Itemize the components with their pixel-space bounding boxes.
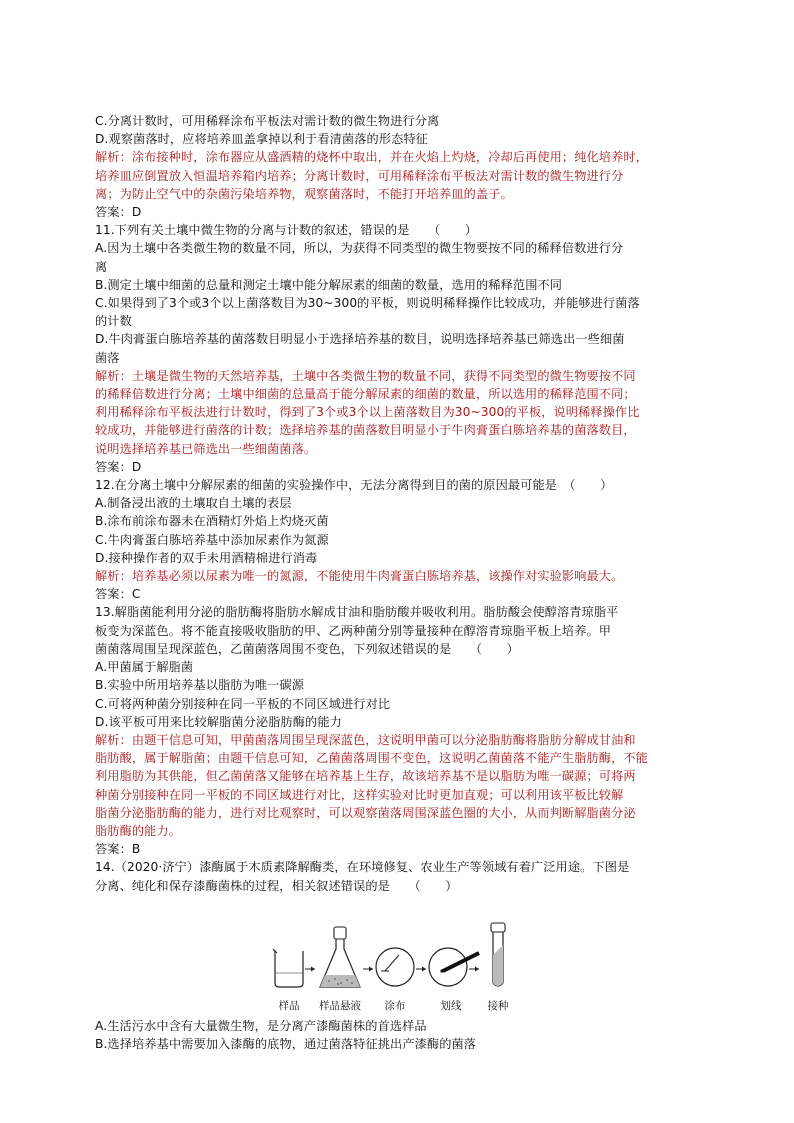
caption-streak: 划线: [440, 999, 462, 1012]
caption-sample: 样品: [278, 999, 300, 1012]
analysis-line: 脂肪酸，属于解脂菌；由题干信息可知，乙菌菌落周围不变色，这说明乙菌菌落不能产生脂肪酶，不能: [95, 751, 648, 766]
analysis-line: 培养皿应倒置放入恒温培养箱内培养；分离计数时，可用稀释涂布平板法对需计数的微生物进行分: [95, 168, 624, 183]
analysis-line: 利用脂肪为其供能，但乙菌菌落又能够在培养基上生存，故该培养基不是以脂肪为唯一碳源；可将两: [95, 769, 636, 784]
caption-spread: 涂布: [384, 999, 406, 1012]
text-line: A.生活污水中含有大量微生物，是分离产漆酶菌株的首选样品: [95, 1018, 427, 1033]
text-line: A.制备浸出液的土壤取自土壤的表层: [95, 496, 292, 511]
caption-suspension: 样品悬液: [319, 999, 361, 1012]
document-body: [95, 112, 705, 895]
text-line: A.甲菌属于解脂菌: [95, 660, 194, 675]
beaker-icon: [273, 949, 303, 987]
text-line: A.因为土壤中各类微生物的数量不同，所以，为获得不同类型的微生物要按不同的稀释倍数进行分: [95, 241, 624, 256]
text-line: D.该平板可用来比较解脂菌分泌脂肪酶的能力: [95, 714, 342, 729]
document-tail: [95, 1017, 705, 1053]
text-line: D.接种操作者的双手未用酒精棉进行消毒: [95, 550, 318, 565]
text-line: 答案：C: [95, 587, 141, 602]
test-tube-icon: [491, 923, 505, 986]
text-line: D.牛肉膏蛋白胨培养基的菌落数目明显小于选择培养基的数目，说明选择培养基已筛选出一些细菌: [95, 332, 625, 347]
text-line: 13.解脂菌能利用分泌的脂肪酶将脂肪水解成甘油和脂肪酸并吸收利用。脂肪酸会使醇溶青琼脂平: [95, 605, 619, 620]
text-line: 的计数: [95, 314, 132, 329]
flask-icon: [320, 927, 360, 987]
process-diagram: [265, 897, 525, 1015]
text-line: 离: [95, 259, 108, 274]
text-line: 答案：B: [95, 842, 141, 857]
text-line: 答案：D: [95, 205, 142, 220]
text-line: C.牛肉膏蛋白胨培养基中添加尿素作为氮源: [95, 532, 329, 547]
text-line: 答案：D: [95, 459, 142, 474]
text-line: 12.在分离土壤中分解尿素的细菌的实验操作中，无法分离得到目的菌的原因最可能是 （ ）: [95, 478, 613, 493]
text-line: 板变为深蓝色。将不能直接吸收脂肪的甲、乙两种菌分别等量接种在醇溶青琼脂平板上培养。甲: [95, 623, 612, 638]
text-line: C.分离计数时，可用稀释涂布平板法对需计数的微生物进行分离: [95, 114, 440, 128]
text-line: 14.（2020·济宁）漆酶属于木质素降解酶类，在环境修复、农业生产等领域有着广泛用途。下图是: [95, 860, 630, 875]
analysis-line: 的稀释倍数进行分离；土壤中细菌的总量高于能分解尿素的细菌的数量，所以选用的稀释范围不同；: [95, 387, 636, 402]
analysis-line: 较成功，并能够进行菌落的计数；选择培养基的菌落数目明显小于牛肉膏蛋白胨培养基的菌落数目，: [95, 423, 636, 438]
text-line: C.可将两种菌分别接种在同一平板的不同区域进行对比: [95, 696, 391, 711]
text-line: C.如果得到了3个或3个以上菌落数目为30~300的平板，则说明稀释操作比较成功，并能够进行菌落: [95, 296, 640, 311]
caption-inoculate: 接种: [487, 999, 509, 1012]
text-line: B.涂布前涂布器未在酒精灯外焰上灼烧灭菌: [95, 514, 329, 529]
analysis-line: 解析：由题干信息可知，甲菌菌落周围呈现深蓝色，这说明甲菌可以分泌脂肪酶将脂肪分解成甘油和: [95, 732, 636, 747]
text-line: 11.下列有关土壤中微生物的分离与计数的叙述，错误的是 （ ）: [95, 223, 478, 238]
analysis-line: 种菌分别接种在同一平板的不同区域进行对比，这样实验对比时更加直观；可以利用该平板比较解: [95, 787, 624, 802]
analysis-line: 离；为防止空气中的杂菌污染培养物，观察菌落时，不能打开培养皿的盖子。: [95, 186, 513, 201]
analysis-line: 说明选择培养基已筛选出一些细菌菌落。: [95, 441, 317, 456]
analysis-line: 利用稀释涂布平板法进行计数时，得到了3个或3个以上菌落数目为30~300的平板，说明稀释操作比: [95, 405, 640, 420]
text-line: B.实验中所用培养基以脂肪为唯一碳源: [95, 678, 305, 693]
analysis-line: 脂菌分泌脂肪酶的能力，进行对比观察时，可以观察菌落周围深蓝色圈的大小，从而判断解脂菌分泌: [95, 805, 636, 820]
document-page: [95, 112, 705, 1053]
text-line: B.选择培养基中需要加入漆酶的底物，通过菌落特征挑出产漆酶的菌落: [95, 1036, 477, 1051]
analysis-line: 解析：培养基必须以尿素为唯一的氮源，不能使用牛肉膏蛋白胨培养基，该操作对实验影响最大。: [95, 569, 624, 584]
text-line: 分离、纯化和保存漆酶菌株的过程，相关叙述错误的是 （ ）: [95, 878, 458, 893]
text-line: 菌落: [95, 350, 120, 365]
text-line: B.测定土壤中细菌的总量和测定土壤中能分解尿素的细菌的数量，选用的稀释范围不同: [95, 277, 563, 292]
text-line: D.观察菌落时，应将培养皿盖拿掉以利于看清菌落的形态特征: [95, 132, 428, 147]
petri-dish-streak-icon: [429, 948, 479, 986]
petri-dish-spread-icon: [376, 948, 414, 986]
analysis-line: 脂肪酶的能力。: [95, 823, 182, 838]
process-figure: [95, 897, 705, 1017]
analysis-line: 解析：土壤是微生物的天然培养基，土壤中各类微生物的数量不同，获得不同类型的微生物要按不同: [95, 368, 636, 383]
text-line: 菌菌落周围呈现深蓝色，乙菌菌落周围不变色，下列叙述错误的是 （ ）: [95, 641, 519, 656]
analysis-line: 解析：涂布接种时，涂布器应从盛酒精的烧杯中取出，并在火焰上灼烧，冷却后再使用；纯化培养时，: [95, 150, 648, 165]
